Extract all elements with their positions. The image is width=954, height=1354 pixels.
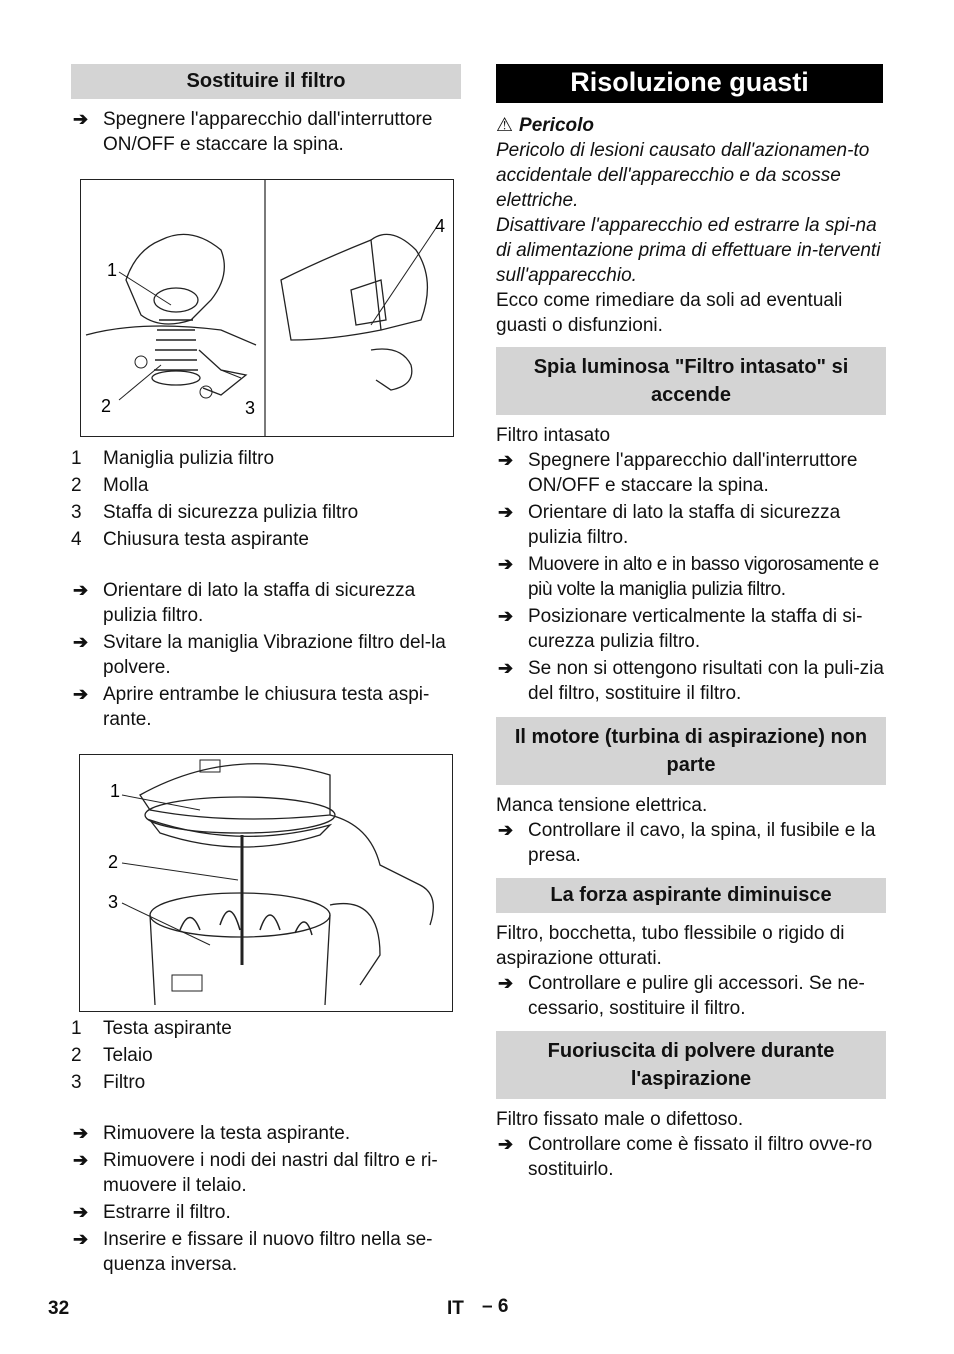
step-list xyxy=(71,1121,461,1277)
figure-vacuum-head xyxy=(79,754,453,1012)
right-column xyxy=(496,64,886,1182)
step-list xyxy=(71,578,461,732)
arrow-right-icon: ➔ xyxy=(73,1123,89,1143)
arrow-right-icon: ➔ xyxy=(498,658,514,678)
arrow-right-icon: ➔ xyxy=(498,450,514,470)
legend-item: 1 Testa aspirante xyxy=(71,1018,232,1039)
warning-text: Disattivare l'apparecchio ed estrarre la spi-na di alimentazione prima di effettuare in-terventi sull'apparecchio. xyxy=(496,215,881,286)
figure-label: 3 xyxy=(245,398,256,418)
section-heading: Fuoriuscita di polvere durante l'aspirazione xyxy=(496,1031,886,1099)
arrow-right-icon: ➔ xyxy=(73,632,89,652)
warning-heading: ⚠ Pericolo xyxy=(496,115,595,136)
step-item: ➔ Rimuovere i nodi dei nastri dal filtro e ri-muovere il telaio. xyxy=(73,1150,438,1196)
page-title: Risoluzione guasti xyxy=(496,64,883,103)
legend-item: 2 Molla xyxy=(71,475,149,496)
legend-item: 4 Chiusura testa aspirante xyxy=(71,529,309,550)
cause-text: Filtro intasato xyxy=(496,425,611,446)
figure-label: 1 xyxy=(110,781,121,801)
legend-item: 3 Staffa di sicurezza pulizia filtro xyxy=(71,502,359,523)
language-code: IT xyxy=(447,1298,464,1319)
cause-text: Filtro fissato male o difettoso. xyxy=(496,1109,744,1130)
step-item: ➔ Estrarre il filtro. xyxy=(73,1202,231,1223)
section-page-number: – 6 xyxy=(482,1296,509,1317)
step-item: ➔ Se non si ottengono risultati con la puli-zia del filtro, sostituire il filtro. xyxy=(498,658,884,704)
arrow-right-icon: ➔ xyxy=(498,606,514,626)
figure-filter-handle xyxy=(80,179,454,437)
step-item: ➔ Svitare la maniglia Vibrazione filtro del-la polvere. xyxy=(73,632,446,678)
step-item: ➔ Controllare il cavo, la spina, il fusibile e la presa. xyxy=(498,820,876,866)
section-heading: Sostituire il filtro xyxy=(71,64,461,99)
figure-label: 1 xyxy=(107,260,118,280)
section-heading: Spia luminosa "Filtro intasato" si accende xyxy=(496,347,886,415)
step-item: ➔ Muovere in alto e in basso vigorosamente e più volte la maniglia pulizia filtro. xyxy=(498,554,879,600)
arrow-right-icon: ➔ xyxy=(73,580,89,600)
figure-label: 2 xyxy=(101,396,112,416)
arrow-right-icon: ➔ xyxy=(498,554,513,574)
step-item: ➔ Spegnere l'apparecchio dall'interruttore ON/OFF e staccare la spina. xyxy=(498,450,858,496)
arrow-right-icon: ➔ xyxy=(498,502,514,522)
left-column xyxy=(71,64,461,1277)
step-item: ➔ Aprire entrambe le chiusura testa aspi-rante. xyxy=(73,684,430,730)
cause-text: Manca tensione elettrica. xyxy=(496,795,708,816)
section-heading: Il motore (turbina di aspirazione) non parte xyxy=(496,717,886,785)
figure-label: 2 xyxy=(108,852,119,872)
step-item: ➔ Posizionare verticalmente la staffa di si-curezza pulizia filtro. xyxy=(498,606,863,652)
step-item: ➔ Inserire e fissare il nuovo filtro nella se-quenza inversa. xyxy=(73,1229,433,1275)
page-number: 32 xyxy=(48,1298,70,1319)
legend-list xyxy=(71,1015,461,1096)
arrow-right-icon: ➔ xyxy=(73,1229,89,1249)
arrow-right-icon: ➔ xyxy=(498,820,514,840)
arrow-right-icon: ➔ xyxy=(73,1202,89,1222)
cause-text: Filtro, bocchetta, tubo flessibile o rigido di aspirazione otturati. xyxy=(496,923,845,969)
step-item: ➔ Orientare di lato la staffa di sicurezza pulizia filtro. xyxy=(73,580,416,626)
step-item: ➔ Controllare come è fissato il filtro ovve-ro sostituirlo. xyxy=(498,1134,873,1180)
figure-label: 3 xyxy=(108,892,119,912)
figure-illustration xyxy=(80,755,452,1011)
warning-text: Pericolo di lesioni causato dall'azionamen-to accidentale dell'apparecchio e da scosse elettriche. xyxy=(496,140,870,211)
legend-list xyxy=(71,445,461,553)
figure-label: 4 xyxy=(435,216,446,236)
section-heading: La forza aspirante diminuisce xyxy=(496,878,886,913)
step-item: ➔ Rimuovere la testa aspirante. xyxy=(73,1123,351,1144)
legend-item: 1 Maniglia pulizia filtro xyxy=(71,448,275,469)
figure-illustration xyxy=(81,180,453,436)
arrow-right-icon: ➔ xyxy=(73,109,89,129)
intro-text: Ecco come rimediare da soli ad eventuali guasti o disfunzioni. xyxy=(496,290,843,336)
arrow-right-icon: ➔ xyxy=(73,1150,89,1170)
step-item: ➔ Controllare e pulire gli accessori. Se ne-cessario, sostituire il filtro. xyxy=(498,973,865,1019)
legend-item: 3 Filtro xyxy=(71,1072,146,1093)
step-item: ➔ Orientare di lato la staffa di sicurezza pulizia filtro. xyxy=(498,502,841,548)
warning-triangle-icon: ⚠ xyxy=(496,115,514,136)
arrow-right-icon: ➔ xyxy=(498,973,514,993)
legend-item: 2 Telaio xyxy=(71,1045,153,1066)
step-item: ➔ Spegnere l'apparecchio dall'interruttore ON/OFF e staccare la spina. xyxy=(73,109,433,155)
arrow-right-icon: ➔ xyxy=(498,1134,514,1154)
arrow-right-icon: ➔ xyxy=(73,684,89,704)
